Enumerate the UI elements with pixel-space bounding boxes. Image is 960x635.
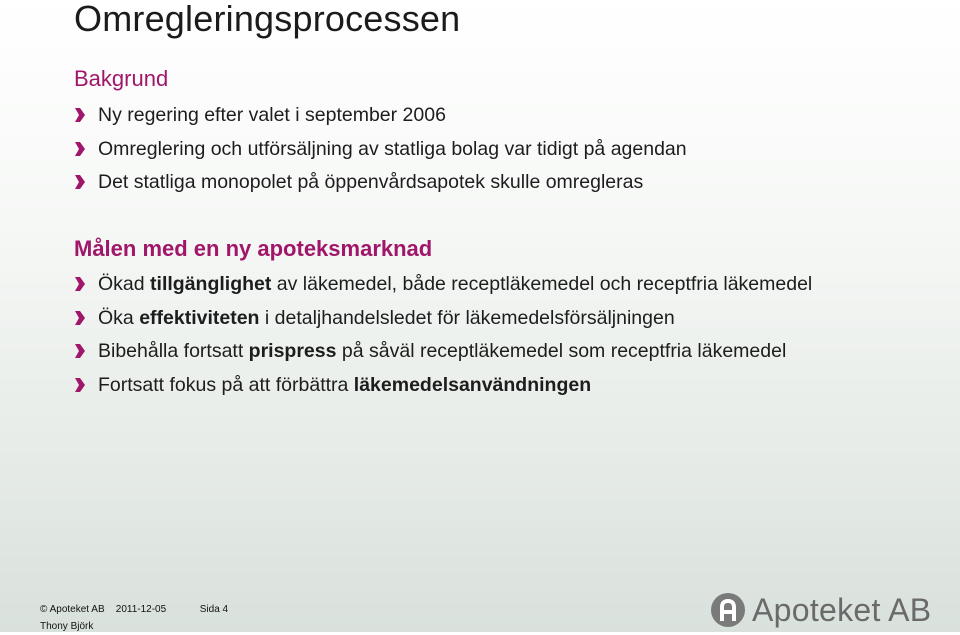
bullet-item	[74, 103, 687, 137]
section-heading-bakgrund: Bakgrund	[74, 66, 169, 91]
bullet-marker-icon	[74, 276, 86, 292]
bullet-item	[74, 272, 812, 306]
footer	[40, 601, 228, 635]
apoteket-logo	[710, 588, 940, 632]
logo-text: Apoteket AB	[752, 591, 932, 628]
bullet-marker-icon	[74, 343, 86, 359]
bullet-text: i detaljhandelsledet för läkemedelsförsäljningen	[259, 306, 675, 329]
bullet-list-bakgrund	[74, 103, 687, 204]
bullet-text: på såväl receptläkemedel som receptfria läkemedel	[336, 340, 787, 362]
apoteket-logo-icon	[710, 592, 746, 628]
bullet-list-malen	[74, 272, 812, 406]
bullet-item	[74, 339, 812, 373]
footer-date: 2011-12-05	[115, 604, 167, 615]
bullet-marker-icon	[74, 107, 86, 123]
bullet-text: Ökad	[98, 273, 151, 295]
bullet-emphasis: prispress	[248, 340, 337, 362]
bullet-emphasis: effektiviteten	[139, 306, 260, 329]
bullet-marker-icon	[74, 174, 86, 190]
bullet-text: Ny regering efter valet i september 2006	[98, 104, 446, 126]
bullet-text: Omreglering och utförsäljning av statliga bolag var tidigt på agendan	[98, 137, 687, 160]
bullet-text: av läkemedel, både receptläkemedel och receptfria läkemedel	[271, 273, 813, 295]
bullet-text: Fortsatt fokus på att förbättra	[98, 373, 354, 396]
bullet-item	[74, 373, 812, 407]
bullet-marker-icon	[74, 377, 86, 393]
slide-title: Omregleringsprocessen	[74, 0, 461, 39]
section-heading-malen: Målen med en ny apoteksmarknad	[74, 236, 433, 261]
bullet-text: Bibehålla fortsatt	[98, 340, 249, 362]
footer-page: Sida 4	[199, 604, 229, 615]
bullet-emphasis: läkemedelsanvändningen	[353, 373, 592, 396]
bullet-text: Det statliga monopolet på öppenvårdsapotek skulle omregleras	[98, 171, 644, 193]
bullet-item	[74, 137, 687, 171]
footer-author: Thony Björk	[40, 621, 94, 632]
bullet-marker-icon	[74, 141, 86, 157]
footer-copyright: © Apoteket AB	[40, 604, 105, 615]
bullet-text: Öka	[98, 306, 140, 329]
bullet-emphasis: tillgänglighet	[150, 273, 272, 295]
bullet-item	[74, 170, 687, 204]
bullet-marker-icon	[74, 310, 86, 326]
bullet-item	[74, 306, 812, 340]
